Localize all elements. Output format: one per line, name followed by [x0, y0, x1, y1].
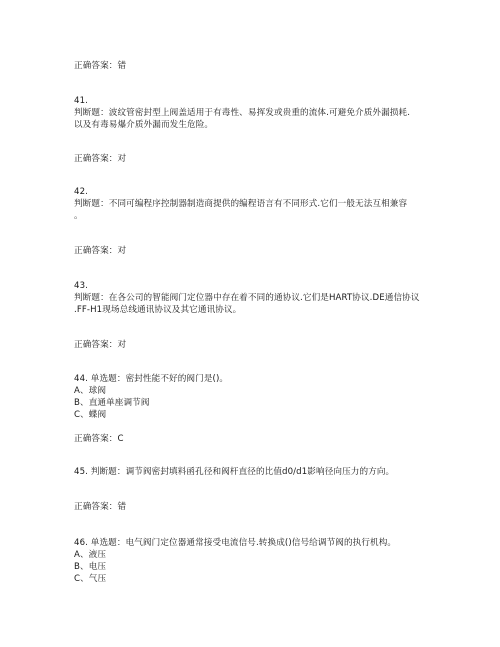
question-44-option-a: A、球阀: [74, 386, 107, 396]
question-41-text-line-1: 判断题：波纹管密封型上阀盖适用于有毒性、易挥发或贵重的流体.可避免介质外漏损耗.: [74, 108, 411, 118]
question-45-text: 45. 判断题：调节阀密封填料函孔径和阀杆直径的比值d0/d1影响径向压力的方向。: [74, 467, 395, 477]
question-46-option-b: B、电压: [74, 562, 107, 572]
answer-prev: 正确答案：错: [74, 61, 127, 71]
question-46-option-c: C、气压: [74, 574, 107, 584]
question-43-number: 43.: [74, 281, 88, 291]
question-44-option-b: B、直通单座调节阀: [74, 398, 150, 408]
question-41-number: 41.: [74, 96, 88, 106]
question-46-option-a: A、液压: [74, 550, 107, 560]
question-44-option-c: C、蝶阀: [74, 410, 107, 420]
answer-42: 正确答案：对: [74, 246, 127, 256]
answer-41: 正确答案：对: [74, 154, 127, 164]
question-44-text: 44. 单选题：密封性能不好的阀门是()。: [74, 374, 229, 384]
question-43-text-line-1: 判断题：在各公司的智能阀门定位器中存在着不同的通协议.它们是HART协议.DE通信协议: [74, 293, 420, 303]
answer-45: 正确答案：错: [74, 502, 127, 512]
question-42-text-line-2: 。: [74, 211, 83, 221]
answer-44: 正确答案：C: [74, 434, 124, 444]
question-46-text: 46. 单选题：电气阀门定位器通常接受电流信号.转换成()信号给调节阀的执行机构。: [74, 538, 397, 548]
answer-43: 正确答案：对: [74, 340, 127, 350]
question-41-text-line-2: 以及有毒易爆介质外漏而发生危险。: [74, 120, 214, 130]
question-42-number: 42.: [74, 187, 88, 197]
question-42-text-line-1: 判断题：不同可编程序控制器制造商提供的编程语言有不同形式.它们一般无法互相兼容: [74, 199, 408, 209]
question-43-text-line-2: .FF-H1现场总线通讯协议及其它通讯协议。: [74, 305, 242, 315]
